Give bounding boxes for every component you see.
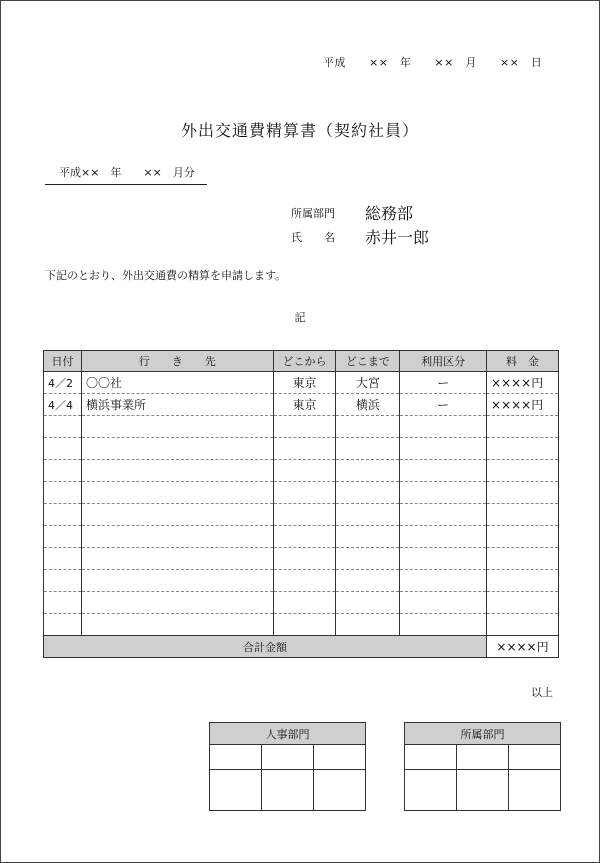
fee-cell [487,416,559,438]
stamp-cell [509,770,561,811]
date-cell [44,416,82,438]
to-cell [336,570,400,592]
type-cell [400,614,487,636]
department-label: 所属部門 [291,206,335,220]
col-header-to: どこまで [336,351,400,372]
stamp-cell [262,770,314,811]
from-cell: 東京 [273,394,336,416]
stamp-cell [509,745,561,770]
date-cell [44,438,82,460]
to-cell: 大宮 [336,372,400,394]
fee-cell [487,614,559,636]
stamp-cell [314,770,366,811]
date-cell: 4／2 [44,372,82,394]
destination-cell: 〇〇社 [81,372,273,394]
empty-table-row [44,416,559,438]
closing-text: 以上 [531,686,553,699]
stamp-cell [457,770,509,811]
col-header-from: どこから [273,351,336,372]
type-cell [400,460,487,482]
expense-table [43,350,559,658]
name-value: 赤井一郎 [365,228,430,247]
fee-cell [487,438,559,460]
document-date: 平成 ×× 年 ×× 月 ×× 日 [323,56,543,69]
empty-table-row [44,614,559,636]
date-cell [44,504,82,526]
destination-cell [81,548,273,570]
type-cell: ー [400,372,487,394]
fee-cell [487,592,559,614]
stamp-cell [405,745,457,770]
destination-cell [81,504,273,526]
fee-cell [487,526,559,548]
to-cell: 横浜 [336,394,400,416]
type-cell [400,482,487,504]
from-cell [273,504,336,526]
document-title: 外出交通費精算書（契約社員） [180,121,419,140]
type-cell [400,504,487,526]
date-cell [44,592,82,614]
from-cell [273,460,336,482]
destination-cell [81,592,273,614]
from-cell [273,526,336,548]
to-cell [336,614,400,636]
from-cell [273,482,336,504]
from-cell [273,614,336,636]
from-cell [273,438,336,460]
stamp-cell [314,745,366,770]
col-header-date: 日付 [44,351,82,372]
fee-cell: ××××円 [487,372,559,394]
destination-cell [81,460,273,482]
type-cell [400,548,487,570]
date-cell [44,460,82,482]
destination-cell [81,570,273,592]
date-cell [44,482,82,504]
to-cell [336,416,400,438]
stamp-cell [405,770,457,811]
fee-cell [487,460,559,482]
date-cell [44,526,82,548]
name-label: 氏 名 [291,230,335,244]
col-header-type: 利用区分 [400,351,487,372]
from-cell: 東京 [273,372,336,394]
date-cell [44,614,82,636]
from-cell [273,570,336,592]
total-row [44,636,559,658]
to-cell [336,526,400,548]
intro-text: 下記のとおり、外出交通費の精算を申請します。 [45,269,287,282]
type-cell [400,438,487,460]
to-cell [336,504,400,526]
destination-cell [81,416,273,438]
empty-table-row [44,548,559,570]
department-value: 総務部 [365,204,414,223]
dept-stamp-label: 所属部門 [405,723,561,745]
empty-table-row [44,460,559,482]
total-label: 合計金額 [44,636,487,658]
empty-table-row [44,570,559,592]
type-cell: ー [400,394,487,416]
total-amount: ××××円 [487,636,559,658]
type-cell [400,416,487,438]
to-cell [336,482,400,504]
fee-cell: ××××円 [487,394,559,416]
date-cell [44,548,82,570]
stamp-cell [457,745,509,770]
hr-stamp-label: 人事部門 [210,723,366,745]
name-row [291,225,429,248]
destination-cell [81,614,273,636]
from-cell [273,548,336,570]
col-header-fee: 料 金 [487,351,559,372]
fee-cell [487,504,559,526]
type-cell [400,526,487,548]
to-cell [336,460,400,482]
fee-cell [487,548,559,570]
stamp-cell [262,745,314,770]
destination-cell [81,438,273,460]
to-cell [336,548,400,570]
empty-table-row [44,526,559,548]
empty-table-row [44,504,559,526]
to-cell [336,438,400,460]
type-cell [400,570,487,592]
col-header-destination: 行 き 先 [81,351,273,372]
table-header-row [44,351,559,372]
fee-cell [487,570,559,592]
empty-table-row [44,482,559,504]
destination-cell [81,482,273,504]
date-cell: 4／4 [44,394,82,416]
destination-cell [81,526,273,548]
empty-table-row [44,438,559,460]
empty-table-row [44,592,559,614]
fee-cell [487,482,559,504]
billing-period: 平成×× 年 ×× 月分 [45,164,207,185]
table-row [44,372,559,394]
date-cell [44,570,82,592]
department-row [291,201,413,224]
from-cell [273,416,336,438]
to-cell [336,592,400,614]
type-cell [400,592,487,614]
table-row [44,394,559,416]
hr-stamp-box [209,722,366,811]
from-cell [273,592,336,614]
ki-heading: 記 [294,311,306,324]
dept-stamp-box [404,722,561,811]
destination-cell: 横浜事業所 [81,394,273,416]
stamp-cell [210,745,262,770]
stamp-cell [210,770,262,811]
